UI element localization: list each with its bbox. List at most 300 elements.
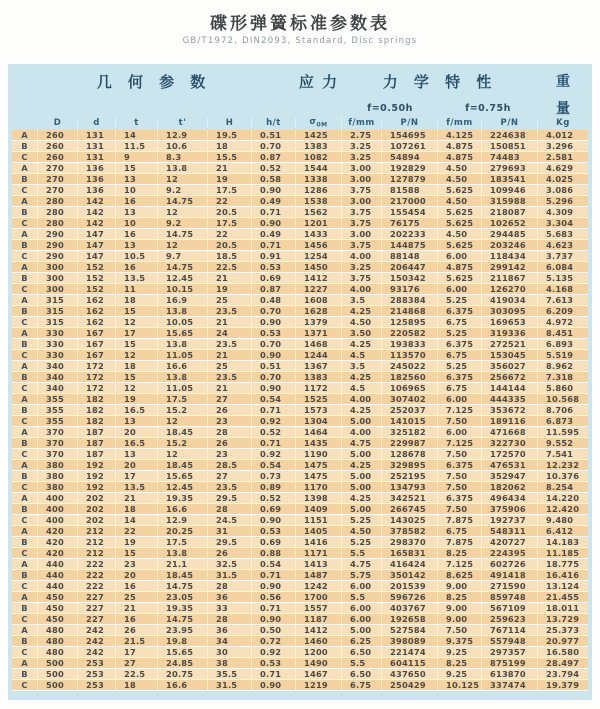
cell: 471668	[482, 427, 538, 437]
cell: 12	[116, 350, 158, 360]
cell: 18	[116, 504, 158, 514]
cell: 8.25	[438, 592, 482, 602]
cell: 1464	[296, 427, 342, 437]
cell: 10.125	[438, 680, 482, 690]
cell: 20.977	[546, 636, 580, 646]
table-row	[12, 251, 588, 262]
cell: 0.71	[252, 438, 296, 448]
cell: 144144	[482, 383, 538, 393]
cell: 35.5	[208, 669, 252, 679]
cell: 9.7	[158, 251, 208, 261]
cell: 1227	[296, 284, 342, 294]
cell: 6.00	[342, 581, 382, 591]
cell: 1425	[296, 130, 342, 140]
cell: 19	[116, 394, 158, 404]
cell: 6.75	[438, 350, 482, 360]
cell: 450	[38, 614, 78, 624]
cell: 214868	[382, 306, 438, 316]
cell: 5.00	[342, 449, 382, 459]
cell: 4.50	[438, 174, 482, 184]
cell: 0.73	[252, 471, 296, 481]
cell: 20.25	[158, 526, 208, 536]
table-row	[12, 185, 588, 196]
cell: 0.69	[252, 273, 296, 283]
cell: 299142	[482, 262, 538, 272]
cell: 152	[78, 273, 116, 283]
cell: 21.1	[158, 559, 208, 569]
cell: 4.25	[342, 460, 382, 470]
group-header-mechanical: 力 学 特 性	[382, 73, 498, 91]
cell: 15.2	[158, 405, 208, 415]
cell: 3.00	[342, 196, 382, 206]
cell: 192	[78, 460, 116, 470]
cell: 5.00	[342, 625, 382, 635]
cell: 26	[208, 438, 252, 448]
cell: 0.71	[252, 207, 296, 217]
cell: 1412	[296, 273, 342, 283]
table-row	[12, 394, 588, 405]
cell: 13.8	[158, 306, 208, 316]
cell: 3.25	[342, 152, 382, 162]
cell: 0.69	[252, 504, 296, 514]
cell: 290	[38, 251, 78, 261]
cell: 0.54	[252, 394, 296, 404]
cell: 0.53	[252, 658, 296, 668]
cell: 18.775	[546, 559, 580, 569]
cell: 18	[116, 680, 158, 690]
cell: 17.5	[208, 218, 252, 228]
cell: 7.125	[438, 559, 482, 569]
cell: 19	[116, 537, 158, 547]
cell: 192737	[482, 515, 538, 525]
cell: 5.296	[546, 196, 574, 206]
cell: 172	[78, 361, 116, 371]
cell: 3.296	[546, 141, 574, 151]
cell: 143025	[382, 515, 438, 525]
cell: 307402	[382, 394, 438, 404]
cell: 16.6	[158, 504, 208, 514]
cell: 4.629	[546, 163, 574, 173]
cell: 340	[38, 361, 78, 371]
cell: 28.497	[546, 658, 580, 668]
cell: 13	[116, 174, 158, 184]
table-row	[12, 482, 588, 493]
cell: 0.49	[252, 229, 296, 239]
cell: 12	[158, 207, 208, 217]
cell: 172	[78, 383, 116, 393]
cell: 3.25	[342, 262, 382, 272]
cell: 604115	[382, 658, 438, 668]
cell: 8.962	[546, 361, 574, 371]
cell: 206447	[382, 262, 438, 272]
cell: 14.75	[158, 229, 208, 239]
cell: 6.375	[438, 339, 482, 349]
cell: 22.5	[116, 669, 158, 679]
row-type-label: B	[12, 537, 38, 547]
row-type-label: C	[12, 284, 38, 294]
cell: 36	[208, 625, 252, 635]
cell: 300	[38, 284, 78, 294]
cell: 107261	[382, 141, 438, 151]
cell: 0.90	[252, 581, 296, 591]
cell: 15.5	[208, 152, 252, 162]
cell: 192	[78, 482, 116, 492]
cell: 14	[116, 515, 158, 525]
cell: 23.794	[546, 669, 580, 679]
cell: 3.75	[342, 240, 382, 250]
cell: 1700	[296, 592, 342, 602]
cell: 322730	[482, 438, 538, 448]
cell: 20.5	[208, 207, 252, 217]
cell: 7.50	[438, 504, 482, 514]
table-row	[12, 328, 588, 339]
cell: 0.90	[252, 680, 296, 690]
cell: 3.75	[342, 185, 382, 195]
table-row	[12, 229, 588, 240]
cell: 15	[116, 372, 158, 382]
cell: 280	[38, 196, 78, 206]
page-title: 碟形弹簧标准参数表	[210, 14, 390, 33]
cell: 211867	[482, 273, 538, 283]
cell: 12.232	[546, 460, 580, 470]
cell: 76175	[382, 218, 438, 228]
cell: 6.75	[438, 526, 482, 536]
cell: 0.71	[252, 570, 296, 580]
cell: 4.5	[342, 383, 382, 393]
cell: 279693	[482, 163, 538, 173]
cell: 5.75	[342, 570, 382, 580]
cell: 10	[116, 218, 158, 228]
cell: 1367	[296, 361, 342, 371]
cell: 496434	[482, 493, 538, 503]
cell: 162	[78, 295, 116, 305]
cell: 8.254	[546, 482, 574, 492]
cell: 172	[78, 372, 116, 382]
cell: 16.6	[158, 680, 208, 690]
subheader-f050: f=0.50h	[367, 102, 413, 114]
table-row	[12, 163, 588, 174]
cell: 0.92	[252, 449, 296, 459]
table-row	[12, 130, 588, 141]
cell: 187	[78, 427, 116, 437]
cell: 1413	[296, 559, 342, 569]
row-type-label: A	[12, 229, 38, 239]
cell: 440	[38, 570, 78, 580]
cell: 5.25	[342, 537, 382, 547]
cell: 4.25	[342, 372, 382, 382]
cell: 4.168	[546, 284, 574, 294]
table-row	[12, 317, 588, 328]
cell: 1286	[296, 185, 342, 195]
cell: 7.50	[438, 625, 482, 635]
cell: 0.56	[252, 592, 296, 602]
cell: 142	[78, 218, 116, 228]
table-row	[12, 196, 588, 207]
cell: 5.25	[438, 328, 482, 338]
row-type-label: A	[12, 361, 38, 371]
cell: 221474	[382, 647, 438, 657]
cell: 1573	[296, 405, 342, 415]
cell: 613870	[482, 669, 538, 679]
cell: 315988	[482, 196, 538, 206]
cell: 141015	[382, 416, 438, 426]
cell: 109946	[482, 185, 538, 195]
row-type-label: B	[12, 339, 38, 349]
cell: 136	[78, 174, 116, 184]
cell: 183541	[482, 174, 538, 184]
row-type-label: B	[12, 636, 38, 646]
row-type-label: B	[12, 273, 38, 283]
table-row	[12, 647, 588, 658]
cell: 154695	[382, 130, 438, 140]
row-type-label: C	[12, 317, 38, 327]
row-type-label: A	[12, 196, 38, 206]
cell: 25.373	[546, 625, 580, 635]
cell: 1244	[296, 350, 342, 360]
cell: 224395	[482, 548, 538, 558]
cell: 1562	[296, 207, 342, 217]
cell: 500	[38, 658, 78, 668]
cell: 31.5	[208, 570, 252, 580]
table-row	[12, 438, 588, 449]
cell: 0.49	[252, 196, 296, 206]
cell: 30	[208, 647, 252, 657]
cell: 5.00	[342, 504, 382, 514]
table-row	[12, 592, 588, 603]
cell: 9.552	[546, 438, 574, 448]
cell: 330	[38, 328, 78, 338]
cell: 8.706	[546, 405, 574, 415]
table-group-header-row	[12, 64, 588, 98]
cell: 15.65	[158, 328, 208, 338]
cell: 252195	[382, 471, 438, 481]
cell: 21	[208, 383, 252, 393]
table-row	[12, 240, 588, 251]
row-type-label: A	[12, 394, 38, 404]
cell: 256672	[482, 372, 538, 382]
cell: 21	[116, 603, 158, 613]
cell: 270	[38, 163, 78, 173]
cell: 10.376	[546, 471, 580, 481]
cell: 1398	[296, 493, 342, 503]
cell: 253	[78, 680, 116, 690]
cell: 4.75	[342, 559, 382, 569]
cell: 4.50	[438, 229, 482, 239]
cell: 6.50	[342, 647, 382, 657]
cell: 480	[38, 636, 78, 646]
cell: 10	[116, 185, 158, 195]
cell: 28	[208, 581, 252, 591]
cell: 297357	[482, 647, 538, 657]
cell: 444335	[482, 394, 538, 404]
cell: 27	[208, 394, 252, 404]
cell: 767114	[482, 625, 538, 635]
cell: 450	[38, 603, 78, 613]
cell: 12	[158, 416, 208, 426]
cell: 26	[116, 625, 158, 635]
table-row	[12, 361, 588, 372]
cell: 0.70	[252, 372, 296, 382]
cell: 375906	[482, 504, 538, 514]
cell: 3.737	[546, 251, 574, 261]
cell: 31	[208, 526, 252, 536]
cell: 18.45	[158, 427, 208, 437]
cell: 6.412	[546, 526, 574, 536]
cell: 5.25	[438, 295, 482, 305]
cell: 3.5	[342, 361, 382, 371]
cell: 1450	[296, 262, 342, 272]
row-type-label: A	[12, 493, 38, 503]
cell: 3.00	[342, 229, 382, 239]
cell: 17	[116, 328, 158, 338]
cell: 23.95	[158, 625, 208, 635]
cell: 378582	[382, 526, 438, 536]
cell: 1525	[296, 394, 342, 404]
cell: 6.00	[438, 427, 482, 437]
group-header-weight-top: 重	[556, 73, 570, 89]
cell: 4.75	[342, 438, 382, 448]
cell: 20	[116, 570, 158, 580]
col-header-f-mm-050: f/mm	[342, 118, 382, 128]
cell: 14	[116, 130, 158, 140]
cell: 113570	[382, 350, 438, 360]
cell: 212	[78, 526, 116, 536]
table-row	[12, 515, 588, 526]
cell: 222	[78, 559, 116, 569]
cell: 6.00	[342, 603, 382, 613]
cell: 167	[78, 339, 116, 349]
table-row	[12, 350, 588, 361]
cell: 0.48	[252, 295, 296, 305]
cell: 74483	[482, 152, 538, 162]
cell: 0.90	[252, 317, 296, 327]
cell: 24	[208, 328, 252, 338]
cell: 93176	[382, 284, 438, 294]
cell: 355	[38, 394, 78, 404]
cell: 12.45	[158, 482, 208, 492]
cell: 227	[78, 592, 116, 602]
row-type-label: C	[12, 581, 38, 591]
cell: 15	[116, 306, 158, 316]
cell: 12	[116, 383, 158, 393]
cell: 330	[38, 350, 78, 360]
cell: 182	[78, 405, 116, 415]
cell: 403767	[382, 603, 438, 613]
cell: 300	[38, 273, 78, 283]
cell: 165831	[382, 548, 438, 558]
cell: 23	[208, 416, 252, 426]
group-header-stress: 应 力	[298, 73, 340, 91]
row-type-label: B	[12, 207, 38, 217]
cell: 355	[38, 405, 78, 415]
cell: 294485	[482, 229, 538, 239]
cell: 11.595	[546, 427, 580, 437]
cell: 131	[78, 152, 116, 162]
cell: 19	[208, 174, 252, 184]
cell: 1468	[296, 339, 342, 349]
cell: 3.5	[342, 295, 382, 305]
col-header-t: t	[116, 118, 158, 128]
cell: 1219	[296, 680, 342, 690]
cell: 4.012	[546, 130, 574, 140]
cell: 500	[38, 669, 78, 679]
table-row	[12, 416, 588, 427]
cell: 193833	[382, 339, 438, 349]
cell: 315	[38, 306, 78, 316]
cell: 260	[38, 152, 78, 162]
row-type-label: B	[12, 141, 38, 151]
table-row	[12, 405, 588, 416]
cell: 153045	[482, 350, 538, 360]
cell: 227	[78, 614, 116, 624]
row-type-label: C	[12, 218, 38, 228]
row-type-label: C	[12, 515, 38, 525]
cell: 229987	[382, 438, 438, 448]
cell: 16.9	[158, 295, 208, 305]
cell: 290	[38, 229, 78, 239]
cell: 26	[208, 405, 252, 415]
cell: 134793	[382, 482, 438, 492]
cell: 2.75	[342, 130, 382, 140]
cell: 11.185	[546, 548, 580, 558]
cell: 5.25	[438, 361, 482, 371]
cell: 19.5	[208, 130, 252, 140]
table-row	[12, 306, 588, 317]
cell: 260	[38, 130, 78, 140]
cell: 5.00	[342, 482, 382, 492]
cell: 9.25	[438, 669, 482, 679]
cell: 0.70	[252, 339, 296, 349]
cell: 0.87	[252, 284, 296, 294]
cell: 260	[38, 141, 78, 151]
cell: 15	[116, 339, 158, 349]
table-row	[12, 141, 588, 152]
cell: 102652	[482, 218, 538, 228]
cell: 1371	[296, 328, 342, 338]
cell: 875199	[482, 658, 538, 668]
cell: 3.25	[342, 141, 382, 151]
cell: 1412	[296, 625, 342, 635]
cell: 20	[116, 460, 158, 470]
cell: 0.51	[252, 130, 296, 140]
cell: 350142	[382, 570, 438, 580]
table-row	[12, 614, 588, 625]
cell: 6.00	[438, 394, 482, 404]
cell: 10.05	[158, 317, 208, 327]
cell: 13.729	[546, 614, 580, 624]
cell: 155454	[382, 207, 438, 217]
cell: 17.5	[208, 185, 252, 195]
table-row	[12, 526, 588, 537]
cell: 0.90	[252, 350, 296, 360]
cell: 0.90	[252, 614, 296, 624]
cell: 6.50	[342, 669, 382, 679]
cell: 9.480	[546, 515, 574, 525]
cell: 21	[208, 273, 252, 283]
cell: 4.972	[546, 317, 574, 327]
cell: 352947	[482, 471, 538, 481]
cell: 9.2	[158, 185, 208, 195]
cell: 0.53	[252, 526, 296, 536]
cell: 0.88	[252, 548, 296, 558]
cell: 1409	[296, 504, 342, 514]
cell: 5.625	[438, 273, 482, 283]
cell: 7.50	[438, 482, 482, 492]
cell: 1187	[296, 614, 342, 624]
cell: 5.519	[546, 350, 574, 360]
cell: 182062	[482, 482, 538, 492]
cell: 4.025	[546, 174, 574, 184]
